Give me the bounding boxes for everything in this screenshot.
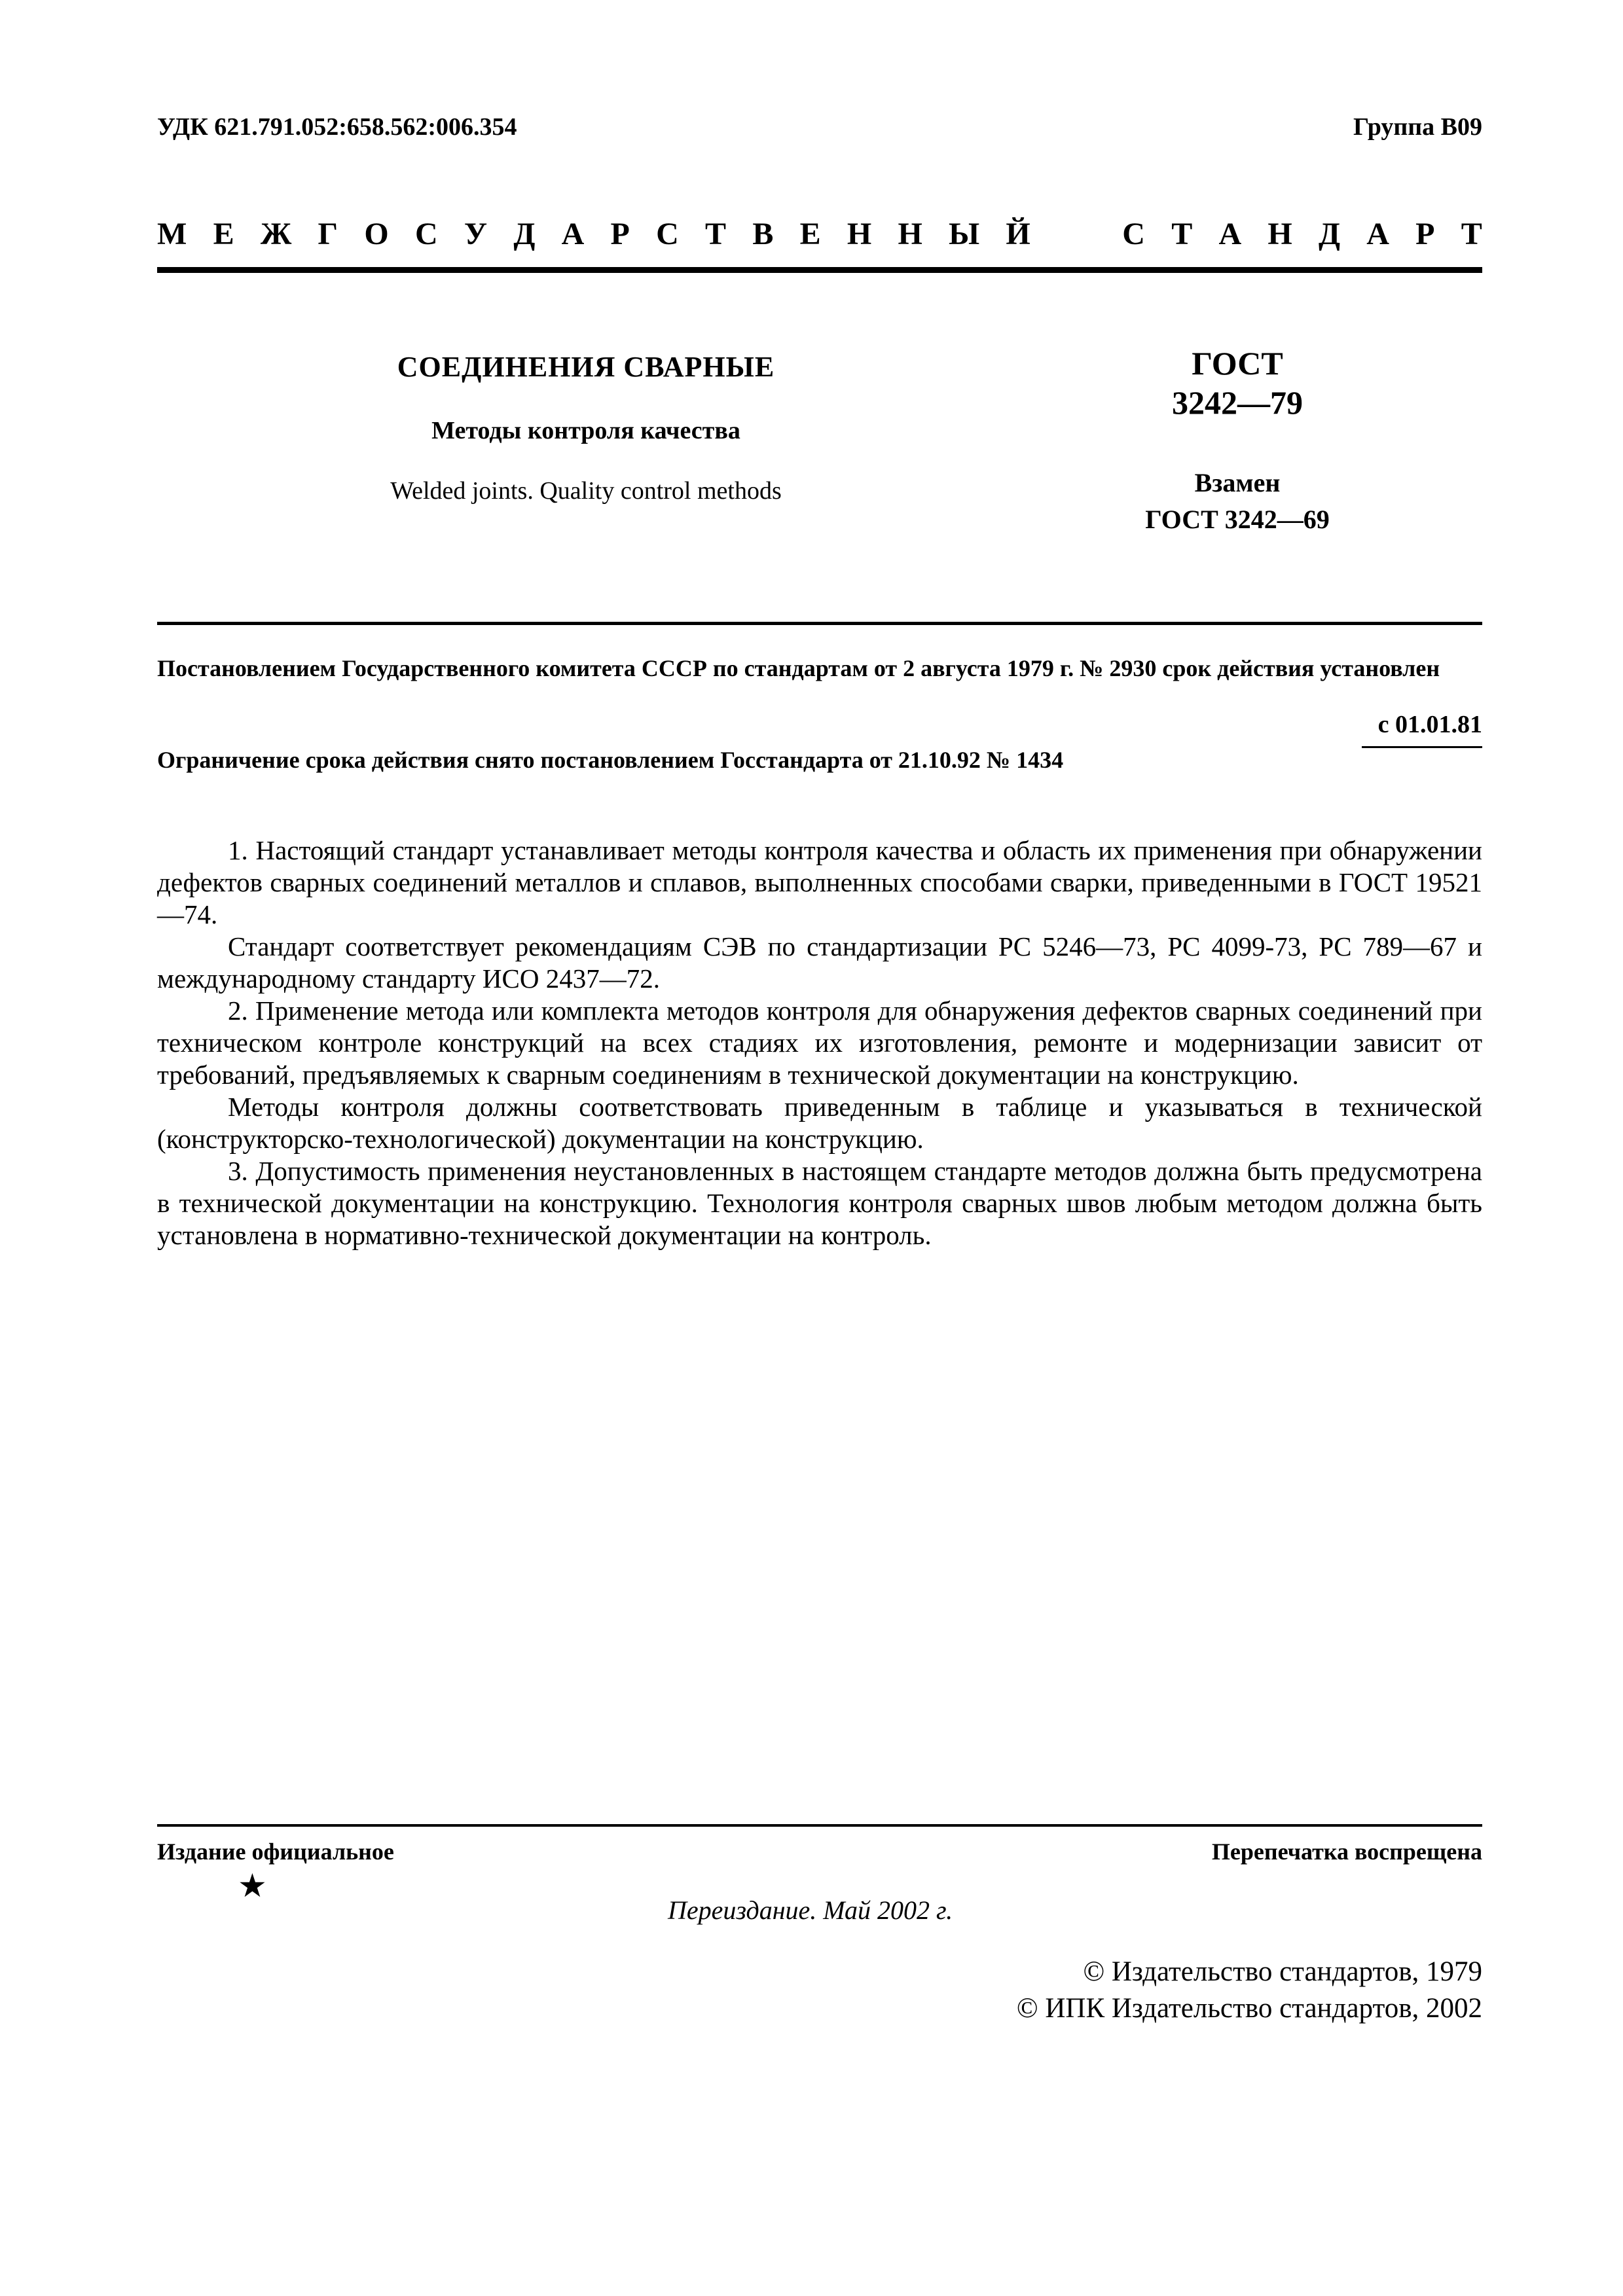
effective-date-underline	[1362, 746, 1482, 748]
reissue-note: Переиздание. Май 2002 г.	[668, 1895, 953, 1925]
interstate-standard-heading	[157, 216, 1482, 252]
heading-letter: С	[656, 217, 679, 251]
heading-letter: Т	[1461, 217, 1482, 251]
title-block	[275, 350, 897, 505]
document-subtitle: Методы контроля качества	[431, 417, 740, 444]
heading-letter: Р	[610, 217, 630, 251]
official-edition-label: Издание официальное	[157, 1839, 394, 1865]
document-title-english: Welded joints. Quality control methods	[390, 477, 782, 505]
copyright-line: © ИПК Издательство стандартов, 2002	[1016, 1993, 1482, 2024]
heading-letter: М	[157, 217, 187, 251]
heading-letter: Е	[799, 217, 821, 251]
reprint-prohibited-label: Перепечатка воспрещена	[1211, 1839, 1482, 1865]
heading-letter: А	[1218, 217, 1242, 251]
heading-letter: Г	[318, 217, 338, 251]
heading-letter: Й	[1006, 217, 1030, 251]
heading-letter: У	[464, 217, 488, 251]
paragraph: Стандарт соответствует рекомендациям СЭВ по стандартизации PC 5246—73, PC 4099-73, PC 789—67 и международному стандарту ИСО 2437—72.	[157, 931, 1482, 994]
heading-letter: Н	[1267, 217, 1292, 251]
heading-letter: Д	[1318, 217, 1340, 251]
limitation-note: Ограничение срока действия снято постановлением Госстандарта от 21.10.92 № 1434	[157, 747, 1064, 773]
designation-block	[1087, 344, 1388, 538]
group-code: Группа В09	[1353, 113, 1482, 141]
heading-letter: Д	[513, 217, 536, 251]
paragraph: Методы контроля должны соответствовать приведенным в таблице и указываться в технической (конструкторско-технологической) документации на конструкцию.	[157, 1092, 1482, 1154]
heading-letter: О	[364, 217, 389, 251]
copyright-line: © Издательство стандартов, 1979	[1083, 1956, 1482, 1987]
heading-letter: Т	[705, 217, 727, 251]
heading-word-gap	[1057, 216, 1096, 252]
star-icon: ★	[238, 1867, 267, 1904]
paragraph: 3. Допустимость применения неустановленных в настоящем стандарте методов должна быть предусмотрена в технической документации на конструкцию. Технология контроля сварных швов любым методом должна быть установлена в нормативно-технической документации на контроль.	[157, 1156, 1482, 1250]
document-title: СОЕДИНЕНИЯ СВАРНЫЕ	[397, 351, 775, 383]
copyright-block	[1017, 1954, 1482, 2027]
paragraph: 1. Настоящий стандарт устанавливает методы контроля качества и область их применения при обнаружении дефектов сварных соединений металлов и сплавов, выполненных способами сварки, приведенными в ГОСТ 19521—74.	[157, 835, 1482, 929]
heading-letter: Ы	[949, 217, 980, 251]
paragraph: 2. Применение метода или комплекта методов контроля для обнаружения дефектов сварных соединений при техническом контроле конструкций на всех стадиях их изготовления, ремонте и модернизации зависит от требований, предъявляемых к сварным соединениям в технической документации на конструкцию.	[157, 996, 1482, 1090]
heading-letter: Н	[898, 217, 922, 251]
decree-text: Постановлением Государственного комитета СССР по стандартам от 2 августа 1979 г. № 2930 срок действия установлен	[157, 655, 1440, 681]
effective-date: с 01.01.81	[1377, 711, 1482, 738]
heading-letter: В	[752, 217, 774, 251]
heading-letter: Ж	[260, 217, 292, 251]
heading-letter: С	[1122, 217, 1145, 251]
heading-letter: А	[561, 217, 585, 251]
section-rule	[157, 622, 1482, 625]
footer-rule	[157, 1824, 1482, 1827]
header-rule	[157, 267, 1482, 273]
heading-letter: А	[1366, 217, 1389, 251]
heading-letter: Р	[1415, 217, 1435, 251]
udc-code: УДК 621.791.052:658.562:006.354	[157, 113, 517, 141]
gost-number: 3242—79	[1172, 384, 1303, 421]
heading-letter: С	[414, 217, 438, 251]
body-text	[157, 834, 1482, 1251]
replaces-label: Взамен	[1194, 468, 1281, 497]
heading-letter: Т	[1171, 217, 1193, 251]
gost-label: ГОСТ	[1192, 345, 1283, 382]
heading-letter: Н	[847, 217, 872, 251]
heading-letter: Е	[213, 217, 234, 251]
replaces-number: ГОСТ 3242—69	[1145, 505, 1330, 534]
